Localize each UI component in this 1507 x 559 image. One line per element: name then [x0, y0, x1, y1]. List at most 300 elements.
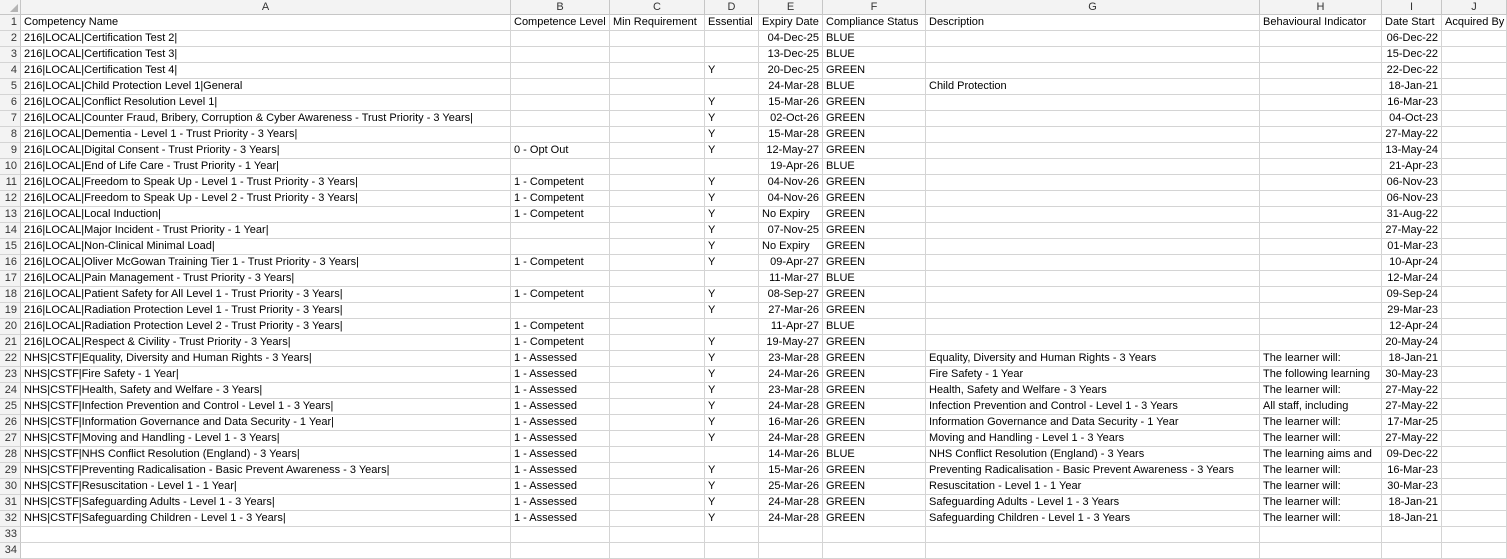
table-cell[interactable]: [1260, 239, 1382, 255]
table-cell[interactable]: 24-Mar-28: [759, 399, 823, 415]
table-cell[interactable]: [511, 95, 610, 111]
table-cell[interactable]: [511, 79, 610, 95]
table-cell[interactable]: GREEN: [823, 223, 926, 239]
table-cell[interactable]: GREEN: [823, 239, 926, 255]
row-header[interactable]: 11: [0, 175, 21, 191]
table-cell[interactable]: 1 - Competent: [511, 207, 610, 223]
table-cell[interactable]: [926, 335, 1260, 351]
row-header[interactable]: 26: [0, 415, 21, 431]
table-cell[interactable]: [705, 79, 759, 95]
table-cell[interactable]: GREEN: [823, 287, 926, 303]
table-cell[interactable]: [1442, 223, 1507, 239]
table-cell[interactable]: 216|LOCAL|Local Induction|: [21, 207, 511, 223]
table-cell[interactable]: The learning aims and: [1260, 447, 1382, 463]
table-cell[interactable]: [1260, 335, 1382, 351]
table-cell[interactable]: [1260, 527, 1382, 543]
table-cell[interactable]: 27-Mar-26: [759, 303, 823, 319]
table-cell[interactable]: [926, 207, 1260, 223]
table-cell[interactable]: 18-Jan-21: [1382, 351, 1442, 367]
table-cell[interactable]: Y: [705, 351, 759, 367]
table-cell[interactable]: [1442, 207, 1507, 223]
table-cell[interactable]: 1 - Competent: [511, 175, 610, 191]
table-cell[interactable]: 24-Mar-28: [759, 79, 823, 95]
table-cell[interactable]: GREEN: [823, 399, 926, 415]
row-header[interactable]: 6: [0, 95, 21, 111]
table-cell[interactable]: GREEN: [823, 463, 926, 479]
table-cell[interactable]: 18-Jan-21: [1382, 511, 1442, 527]
table-cell[interactable]: 04-Nov-26: [759, 191, 823, 207]
table-cell[interactable]: [1442, 415, 1507, 431]
table-cell[interactable]: Child Protection: [926, 79, 1260, 95]
table-cell[interactable]: [1260, 207, 1382, 223]
header-cell[interactable]: Behavioural Indicator: [1260, 15, 1382, 31]
table-cell[interactable]: [1442, 47, 1507, 63]
table-cell[interactable]: Y: [705, 127, 759, 143]
table-cell[interactable]: Moving and Handling - Level 1 - 3 Years: [926, 431, 1260, 447]
table-cell[interactable]: [1442, 127, 1507, 143]
table-cell[interactable]: [1442, 495, 1507, 511]
row-header[interactable]: 33: [0, 527, 21, 543]
column-header-g[interactable]: G: [926, 0, 1260, 15]
table-cell[interactable]: 14-Mar-26: [759, 447, 823, 463]
row-header[interactable]: 15: [0, 239, 21, 255]
table-cell[interactable]: GREEN: [823, 303, 926, 319]
table-cell[interactable]: [21, 527, 511, 543]
table-cell[interactable]: The learner will:: [1260, 511, 1382, 527]
column-header-e[interactable]: E: [759, 0, 823, 15]
table-cell[interactable]: NHS|CSTF|Safeguarding Adults - Level 1 - 3 Years|: [21, 495, 511, 511]
table-cell[interactable]: Y: [705, 463, 759, 479]
table-cell[interactable]: [1442, 31, 1507, 47]
table-cell[interactable]: GREEN: [823, 431, 926, 447]
table-cell[interactable]: [1260, 127, 1382, 143]
table-cell[interactable]: 31-Aug-22: [1382, 207, 1442, 223]
row-header[interactable]: 3: [0, 47, 21, 63]
table-cell[interactable]: All staff, including: [1260, 399, 1382, 415]
table-cell[interactable]: [610, 207, 705, 223]
table-cell[interactable]: BLUE: [823, 31, 926, 47]
table-cell[interactable]: Y: [705, 143, 759, 159]
table-cell[interactable]: 27-May-22: [1382, 383, 1442, 399]
table-cell[interactable]: [610, 383, 705, 399]
table-cell[interactable]: [705, 47, 759, 63]
table-cell[interactable]: [610, 431, 705, 447]
table-cell[interactable]: [610, 191, 705, 207]
table-cell[interactable]: [926, 47, 1260, 63]
table-cell[interactable]: [1260, 63, 1382, 79]
table-cell[interactable]: [610, 511, 705, 527]
table-cell[interactable]: GREEN: [823, 95, 926, 111]
table-cell[interactable]: [1260, 319, 1382, 335]
header-cell[interactable]: Competence Level: [511, 15, 610, 31]
table-cell[interactable]: 216|LOCAL|Non-Clinical Minimal Load|: [21, 239, 511, 255]
table-cell[interactable]: 216|LOCAL|Dementia - Level 1 - Trust Priority - 3 Years|: [21, 127, 511, 143]
table-cell[interactable]: Y: [705, 367, 759, 383]
table-cell[interactable]: [926, 95, 1260, 111]
table-cell[interactable]: [926, 63, 1260, 79]
table-cell[interactable]: 216|LOCAL|Counter Fraud, Bribery, Corruption & Cyber Awareness - Trust Priority - 3 Years|: [21, 111, 511, 127]
table-cell[interactable]: 04-Dec-25: [759, 31, 823, 47]
table-cell[interactable]: [926, 191, 1260, 207]
table-cell[interactable]: [926, 239, 1260, 255]
table-cell[interactable]: [1260, 271, 1382, 287]
table-cell[interactable]: Infection Prevention and Control - Level 1 - 3 Years: [926, 399, 1260, 415]
row-header[interactable]: 30: [0, 479, 21, 495]
table-cell[interactable]: [705, 447, 759, 463]
table-cell[interactable]: [705, 271, 759, 287]
table-cell[interactable]: 1 - Assessed: [511, 447, 610, 463]
table-cell[interactable]: NHS|CSTF|Moving and Handling - Level 1 - 3 Years|: [21, 431, 511, 447]
table-cell[interactable]: 30-May-23: [1382, 367, 1442, 383]
table-cell[interactable]: 27-May-22: [1382, 223, 1442, 239]
table-cell[interactable]: [610, 399, 705, 415]
table-cell[interactable]: [511, 223, 610, 239]
table-cell[interactable]: GREEN: [823, 63, 926, 79]
table-cell[interactable]: [610, 415, 705, 431]
table-cell[interactable]: 1 - Competent: [511, 287, 610, 303]
column-header-d[interactable]: D: [705, 0, 759, 15]
table-cell[interactable]: [1442, 143, 1507, 159]
table-cell[interactable]: [1442, 287, 1507, 303]
table-cell[interactable]: 216|LOCAL|Respect & Civility - Trust Priority - 3 Years|: [21, 335, 511, 351]
table-cell[interactable]: [1442, 303, 1507, 319]
table-cell[interactable]: 13-May-24: [1382, 143, 1442, 159]
table-cell[interactable]: [926, 223, 1260, 239]
table-cell[interactable]: [511, 63, 610, 79]
table-cell[interactable]: [1442, 399, 1507, 415]
row-header[interactable]: 25: [0, 399, 21, 415]
table-cell[interactable]: [1442, 191, 1507, 207]
table-cell[interactable]: [1442, 463, 1507, 479]
table-cell[interactable]: 1 - Competent: [511, 335, 610, 351]
table-cell[interactable]: [1442, 63, 1507, 79]
table-cell[interactable]: [926, 255, 1260, 271]
table-cell[interactable]: Y: [705, 303, 759, 319]
table-cell[interactable]: 18-Jan-21: [1382, 79, 1442, 95]
table-cell[interactable]: The following learning: [1260, 367, 1382, 383]
table-cell[interactable]: [511, 527, 610, 543]
table-cell[interactable]: 216|LOCAL|Pain Management - Trust Priority - 3 Years|: [21, 271, 511, 287]
table-cell[interactable]: The learner will:: [1260, 431, 1382, 447]
table-cell[interactable]: 27-May-22: [1382, 127, 1442, 143]
table-cell[interactable]: 15-Dec-22: [1382, 47, 1442, 63]
table-cell[interactable]: GREEN: [823, 367, 926, 383]
table-cell[interactable]: The learner will:: [1260, 383, 1382, 399]
row-header[interactable]: 8: [0, 127, 21, 143]
table-cell[interactable]: 216|LOCAL|Certification Test 2|: [21, 31, 511, 47]
table-cell[interactable]: NHS|CSTF|NHS Conflict Resolution (England) - 3 Years|: [21, 447, 511, 463]
table-cell[interactable]: 17-Mar-25: [1382, 415, 1442, 431]
table-cell[interactable]: GREEN: [823, 143, 926, 159]
table-cell[interactable]: [1442, 159, 1507, 175]
table-cell[interactable]: 09-Dec-22: [1382, 447, 1442, 463]
table-cell[interactable]: 02-Oct-26: [759, 111, 823, 127]
table-cell[interactable]: 24-Mar-26: [759, 367, 823, 383]
table-cell[interactable]: [1442, 527, 1507, 543]
table-cell[interactable]: [926, 303, 1260, 319]
table-cell[interactable]: 19-Apr-26: [759, 159, 823, 175]
table-cell[interactable]: [610, 447, 705, 463]
row-header[interactable]: 21: [0, 335, 21, 351]
table-cell[interactable]: [1260, 303, 1382, 319]
table-cell[interactable]: [610, 463, 705, 479]
table-cell[interactable]: [926, 31, 1260, 47]
table-cell[interactable]: Y: [705, 95, 759, 111]
table-cell[interactable]: [1260, 111, 1382, 127]
table-cell[interactable]: 12-May-27: [759, 143, 823, 159]
table-cell[interactable]: [1442, 319, 1507, 335]
table-cell[interactable]: [1442, 255, 1507, 271]
table-cell[interactable]: [759, 527, 823, 543]
table-cell[interactable]: 1 - Assessed: [511, 351, 610, 367]
table-cell[interactable]: GREEN: [823, 383, 926, 399]
table-cell[interactable]: 0 - Opt Out: [511, 143, 610, 159]
table-cell[interactable]: 04-Nov-26: [759, 175, 823, 191]
table-cell[interactable]: 1 - Competent: [511, 319, 610, 335]
table-cell[interactable]: 1 - Assessed: [511, 415, 610, 431]
table-cell[interactable]: 16-Mar-23: [1382, 463, 1442, 479]
table-cell[interactable]: GREEN: [823, 207, 926, 223]
table-cell[interactable]: [705, 31, 759, 47]
table-cell[interactable]: 19-May-27: [759, 335, 823, 351]
table-cell[interactable]: 1 - Assessed: [511, 463, 610, 479]
table-cell[interactable]: [1260, 287, 1382, 303]
table-cell[interactable]: GREEN: [823, 495, 926, 511]
table-cell[interactable]: 12-Apr-24: [1382, 319, 1442, 335]
table-cell[interactable]: 216|LOCAL|Radiation Protection Level 1 - Trust Priority - 3 Years|: [21, 303, 511, 319]
table-cell[interactable]: NHS Conflict Resolution (England) - 3 Years: [926, 447, 1260, 463]
row-header[interactable]: 32: [0, 511, 21, 527]
table-cell[interactable]: 20-May-24: [1382, 335, 1442, 351]
select-all-corner[interactable]: [0, 0, 21, 15]
row-header[interactable]: 10: [0, 159, 21, 175]
row-header[interactable]: 29: [0, 463, 21, 479]
header-cell[interactable]: Essential: [705, 15, 759, 31]
table-cell[interactable]: Y: [705, 479, 759, 495]
column-header-c[interactable]: C: [610, 0, 705, 15]
table-cell[interactable]: [1382, 527, 1442, 543]
table-cell[interactable]: [511, 159, 610, 175]
row-header[interactable]: 16: [0, 255, 21, 271]
header-cell[interactable]: Expiry Date: [759, 15, 823, 31]
table-cell[interactable]: GREEN: [823, 511, 926, 527]
table-cell[interactable]: [610, 271, 705, 287]
table-cell[interactable]: 24-Mar-28: [759, 431, 823, 447]
table-cell[interactable]: NHS|CSTF|Health, Safety and Welfare - 3 Years|: [21, 383, 511, 399]
table-cell[interactable]: [926, 527, 1260, 543]
table-cell[interactable]: 21-Apr-23: [1382, 159, 1442, 175]
header-cell[interactable]: Competency Name: [21, 15, 511, 31]
table-cell[interactable]: Safeguarding Children - Level 1 - 3 Years: [926, 511, 1260, 527]
table-cell[interactable]: Y: [705, 511, 759, 527]
table-cell[interactable]: [926, 287, 1260, 303]
row-header[interactable]: 27: [0, 431, 21, 447]
table-cell[interactable]: Y: [705, 63, 759, 79]
table-cell[interactable]: [1260, 95, 1382, 111]
table-cell[interactable]: 23-Mar-28: [759, 383, 823, 399]
row-header[interactable]: 23: [0, 367, 21, 383]
table-cell[interactable]: Y: [705, 255, 759, 271]
table-cell[interactable]: [926, 175, 1260, 191]
table-cell[interactable]: 216|LOCAL|Child Protection Level 1|General: [21, 79, 511, 95]
table-cell[interactable]: Equality, Diversity and Human Rights - 3 Years: [926, 351, 1260, 367]
table-cell[interactable]: 1 - Assessed: [511, 383, 610, 399]
row-header[interactable]: 12: [0, 191, 21, 207]
column-header-a[interactable]: A: [21, 0, 511, 15]
table-cell[interactable]: GREEN: [823, 335, 926, 351]
table-cell[interactable]: [926, 127, 1260, 143]
table-cell[interactable]: 24-Mar-28: [759, 495, 823, 511]
table-cell[interactable]: [1442, 351, 1507, 367]
table-cell[interactable]: Resuscitation - Level 1 - 1 Year: [926, 479, 1260, 495]
table-cell[interactable]: 216|LOCAL|Freedom to Speak Up - Level 1 - Trust Priority - 3 Years|: [21, 175, 511, 191]
table-cell[interactable]: [926, 111, 1260, 127]
row-header[interactable]: 1: [0, 15, 21, 31]
table-cell[interactable]: [1442, 431, 1507, 447]
table-cell[interactable]: 06-Dec-22: [1382, 31, 1442, 47]
table-cell[interactable]: [610, 31, 705, 47]
table-cell[interactable]: [1442, 383, 1507, 399]
table-cell[interactable]: [1260, 255, 1382, 271]
table-cell[interactable]: No Expiry: [759, 239, 823, 255]
table-cell[interactable]: 27-May-22: [1382, 399, 1442, 415]
row-header[interactable]: 2: [0, 31, 21, 47]
table-cell[interactable]: 18-Jan-21: [1382, 495, 1442, 511]
table-cell[interactable]: [610, 479, 705, 495]
table-cell[interactable]: 09-Apr-27: [759, 255, 823, 271]
table-cell[interactable]: NHS|CSTF|Resuscitation - Level 1 - 1 Year|: [21, 479, 511, 495]
table-cell[interactable]: 30-Mar-23: [1382, 479, 1442, 495]
table-cell[interactable]: [926, 319, 1260, 335]
table-cell[interactable]: 25-Mar-26: [759, 479, 823, 495]
table-cell[interactable]: 20-Dec-25: [759, 63, 823, 79]
table-cell[interactable]: [610, 47, 705, 63]
table-cell[interactable]: GREEN: [823, 479, 926, 495]
table-cell[interactable]: [823, 527, 926, 543]
table-cell[interactable]: GREEN: [823, 255, 926, 271]
table-cell[interactable]: NHS|CSTF|Infection Prevention and Control - Level 1 - 3 Years|: [21, 399, 511, 415]
row-header[interactable]: 31: [0, 495, 21, 511]
table-cell[interactable]: [511, 111, 610, 127]
table-cell[interactable]: [610, 175, 705, 191]
table-cell[interactable]: Health, Safety and Welfare - 3 Years: [926, 383, 1260, 399]
table-cell[interactable]: 216|LOCAL|End of Life Care - Trust Priority - 1 Year|: [21, 159, 511, 175]
table-cell[interactable]: [511, 271, 610, 287]
row-header[interactable]: 17: [0, 271, 21, 287]
table-cell[interactable]: 1 - Competent: [511, 191, 610, 207]
table-cell[interactable]: [610, 335, 705, 351]
table-cell[interactable]: [610, 527, 705, 543]
table-cell[interactable]: [1442, 335, 1507, 351]
table-cell[interactable]: 11-Apr-27: [759, 319, 823, 335]
table-cell[interactable]: BLUE: [823, 47, 926, 63]
table-cell[interactable]: [610, 95, 705, 111]
table-cell[interactable]: 216|LOCAL|Conflict Resolution Level 1|: [21, 95, 511, 111]
table-cell[interactable]: BLUE: [823, 447, 926, 463]
table-cell[interactable]: 1 - Assessed: [511, 431, 610, 447]
table-cell[interactable]: 12-Mar-24: [1382, 271, 1442, 287]
table-cell[interactable]: [926, 143, 1260, 159]
table-cell[interactable]: No Expiry: [759, 207, 823, 223]
table-cell[interactable]: BLUE: [823, 271, 926, 287]
header-cell[interactable]: Date Start: [1382, 15, 1442, 31]
table-cell[interactable]: GREEN: [823, 191, 926, 207]
table-cell[interactable]: Y: [705, 383, 759, 399]
table-cell[interactable]: 15-Mar-28: [759, 127, 823, 143]
table-cell[interactable]: [511, 47, 610, 63]
table-cell[interactable]: Y: [705, 111, 759, 127]
table-cell[interactable]: 09-Sep-24: [1382, 287, 1442, 303]
table-cell[interactable]: [610, 319, 705, 335]
table-cell[interactable]: Y: [705, 223, 759, 239]
table-cell[interactable]: NHS|CSTF|Fire Safety - 1 Year|: [21, 367, 511, 383]
row-header[interactable]: 20: [0, 319, 21, 335]
table-cell[interactable]: [1442, 79, 1507, 95]
table-cell[interactable]: [926, 271, 1260, 287]
table-cell[interactable]: 08-Sep-27: [759, 287, 823, 303]
table-cell[interactable]: [705, 159, 759, 175]
table-cell[interactable]: GREEN: [823, 127, 926, 143]
table-cell[interactable]: 16-Mar-26: [759, 415, 823, 431]
table-cell[interactable]: 216|LOCAL|Oliver McGowan Training Tier 1 - Trust Priority - 3 Years|: [21, 255, 511, 271]
table-cell[interactable]: 15-Mar-26: [759, 463, 823, 479]
column-header-f[interactable]: F: [823, 0, 926, 15]
table-cell[interactable]: [610, 223, 705, 239]
table-cell[interactable]: [1260, 143, 1382, 159]
table-cell[interactable]: [610, 239, 705, 255]
table-cell[interactable]: [610, 367, 705, 383]
table-cell[interactable]: [610, 63, 705, 79]
table-cell[interactable]: [1442, 447, 1507, 463]
table-cell[interactable]: [705, 527, 759, 543]
table-cell[interactable]: [610, 287, 705, 303]
table-cell[interactable]: [1442, 111, 1507, 127]
table-cell[interactable]: Y: [705, 399, 759, 415]
table-cell[interactable]: Y: [705, 415, 759, 431]
table-cell[interactable]: [610, 495, 705, 511]
table-cell[interactable]: 216|LOCAL|Freedom to Speak Up - Level 2 - Trust Priority - 3 Years|: [21, 191, 511, 207]
header-cell[interactable]: Acquired By: [1442, 15, 1507, 31]
table-cell[interactable]: [511, 303, 610, 319]
table-cell[interactable]: The learner will:: [1260, 415, 1382, 431]
table-cell[interactable]: [1442, 175, 1507, 191]
row-header[interactable]: 24: [0, 383, 21, 399]
table-cell[interactable]: 216|LOCAL|Certification Test 4|: [21, 63, 511, 79]
table-cell[interactable]: [1260, 191, 1382, 207]
table-cell[interactable]: 1 - Assessed: [511, 511, 610, 527]
table-cell[interactable]: [511, 239, 610, 255]
row-header[interactable]: 34: [0, 543, 21, 559]
table-cell[interactable]: NHS|CSTF|Safeguarding Children - Level 1 - 3 Years|: [21, 511, 511, 527]
table-cell[interactable]: The learner will:: [1260, 351, 1382, 367]
header-cell[interactable]: Compliance Status: [823, 15, 926, 31]
table-cell[interactable]: [610, 255, 705, 271]
row-header[interactable]: 22: [0, 351, 21, 367]
table-cell[interactable]: Y: [705, 335, 759, 351]
table-cell[interactable]: BLUE: [823, 159, 926, 175]
table-cell[interactable]: 24-Mar-28: [759, 511, 823, 527]
table-cell[interactable]: Fire Safety - 1 Year: [926, 367, 1260, 383]
table-cell[interactable]: 23-Mar-28: [759, 351, 823, 367]
column-header-i[interactable]: I: [1382, 0, 1442, 15]
table-cell[interactable]: [610, 79, 705, 95]
table-cell[interactable]: 01-Mar-23: [1382, 239, 1442, 255]
table-cell[interactable]: 06-Nov-23: [1382, 191, 1442, 207]
table-cell[interactable]: 1 - Assessed: [511, 367, 610, 383]
table-cell[interactable]: [926, 159, 1260, 175]
table-cell[interactable]: [1260, 79, 1382, 95]
table-cell[interactable]: Information Governance and Data Security - 1 Year: [926, 415, 1260, 431]
